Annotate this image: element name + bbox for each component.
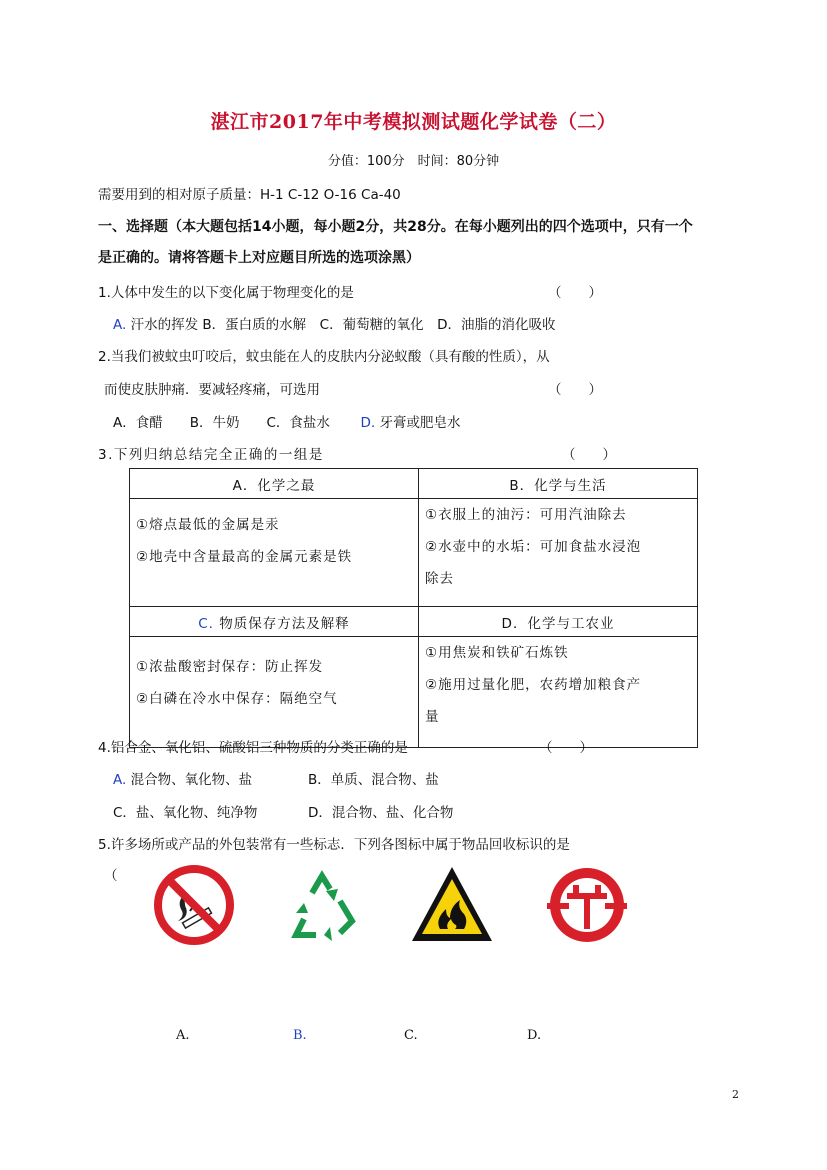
q3-a-item-2: ②地壳中含量最高的金属元素是铁 [136,549,353,565]
q3-cell-c-body [130,637,419,748]
q1-answer-paren: （ ） [548,285,602,301]
q4-answer-paren: （ ） [539,740,593,756]
q3-d-item-1: ①用焦炭和铁矿石炼铁 [425,645,569,661]
q3-cell-b-head: B．化学与生活 [419,469,698,499]
q2-option-d-text: 牙膏或肥皂水 [379,415,461,431]
q5-answer-paren: （ [104,868,118,884]
section-heading-line1: 一、选择题（本大题包括14小题，每小题2分，共28分。在每小题列出的四个选项中，只有一个 [98,219,693,235]
page-number: 2 [732,1088,739,1101]
q3-c-item-1: ①浓盐酸密封保存：防止挥发 [136,659,324,675]
q3-cell-b-body [419,499,698,607]
q1-option-a-letter: A. [113,317,127,333]
flammable-warning-icon [410,863,494,947]
q2-stem-line1: 2.当我们被蚊虫叮咬后，蚊虫能在人的皮肤内分泌蚁酸（具有酸的性质），从 [98,349,550,365]
q3-b-item-1: ①衣服上的油污：可用汽油除去 [425,507,627,523]
q4-option-b: B．单质、混合物、盐 [308,772,439,788]
q3-cell-a-body [130,499,419,607]
q2-option-d-letter: D. [360,415,376,431]
q4-stem: 4.铝合金、氧化铝、硫酸铝三种物质的分类正确的是 [98,740,408,756]
q1-stem: 1.人体中发生的以下变化属于物理变化的是 [98,285,354,301]
q4-option-d: D．混合物、盐、化合物 [308,805,454,821]
q3-c-letter: C. [198,615,214,632]
q1-options [113,313,555,333]
water-saving-icon [545,863,629,947]
q1-option-a-text: 汗水的挥发 [130,317,199,333]
section-heading-line2: 是正确的。请将答题卡上对应题目所选的选项涂黑） [98,250,420,266]
q4-option-a-text: 混合物、氧化物、盐 [130,772,253,788]
q3-b-item-3: 除去 [425,571,454,587]
atomic-mass-line: 需要用到的相对原子质量：H-1 C-12 O-16 Ca-40 [98,187,401,203]
q3-cell-a-head: A．化学之最 [130,469,419,499]
q3-answer-paren: （ ） [562,447,616,463]
q3-cell-d-head: D．化学与工农业 [419,607,698,637]
q3-c-head-text: 物质保存方法及解释 [219,615,350,632]
no-smoking-icon [152,863,236,947]
q2-stem-line2: 而使皮肤肿痛．要减轻疼痛，可选用 [104,382,320,398]
q5-stem: 5.许多场所或产品的外包装常有一些标志．下列各图标中属于物品回收标识的是 [98,837,570,853]
score-time-line: 分值：100分 时间：80分钟 [327,154,500,169]
q3-d-item-3: 量 [425,709,440,725]
q1-options-bcd: B．蛋白质的水解 C．葡萄糖的氧化 D．油脂的消化吸收 [202,317,556,333]
q3-a-item-1: ①熔点最低的金属是汞 [136,517,280,533]
q3-cell-c-head [130,607,419,637]
q5-option-a-label: A. [176,1028,190,1043]
q2-answer-paren: （ ） [548,382,602,398]
q2-options-abc: A．食醋 B．牛奶 C．食盐水 [113,415,330,431]
document-title: 湛江市2017年中考模拟测试题化学试卷（二） [210,111,617,133]
q3-cell-d-body [419,637,698,748]
q4-option-a [113,768,252,788]
q4-option-c: C．盐、氧化物、纯净物 [113,805,258,821]
q3-stem: 3.下列归纳总结完全正确的一组是 [98,447,324,463]
q5-option-d-label: D. [527,1028,542,1043]
q3-d-item-2: ②施用过量化肥，农药增加粮食产 [425,677,642,693]
q3-c-item-2: ②白磷在冷水中保存：隔绝空气 [136,691,338,707]
q3-b-item-2: ②水壶中的水垢：可加食盐水浸泡 [425,539,642,555]
q2-options [113,411,461,431]
q4-option-a-letter: A. [113,772,127,788]
q5-option-b-label: B. [293,1028,307,1043]
recycling-icon [282,863,366,947]
q5-option-c-label: C. [404,1028,418,1043]
q3-table [129,468,698,748]
